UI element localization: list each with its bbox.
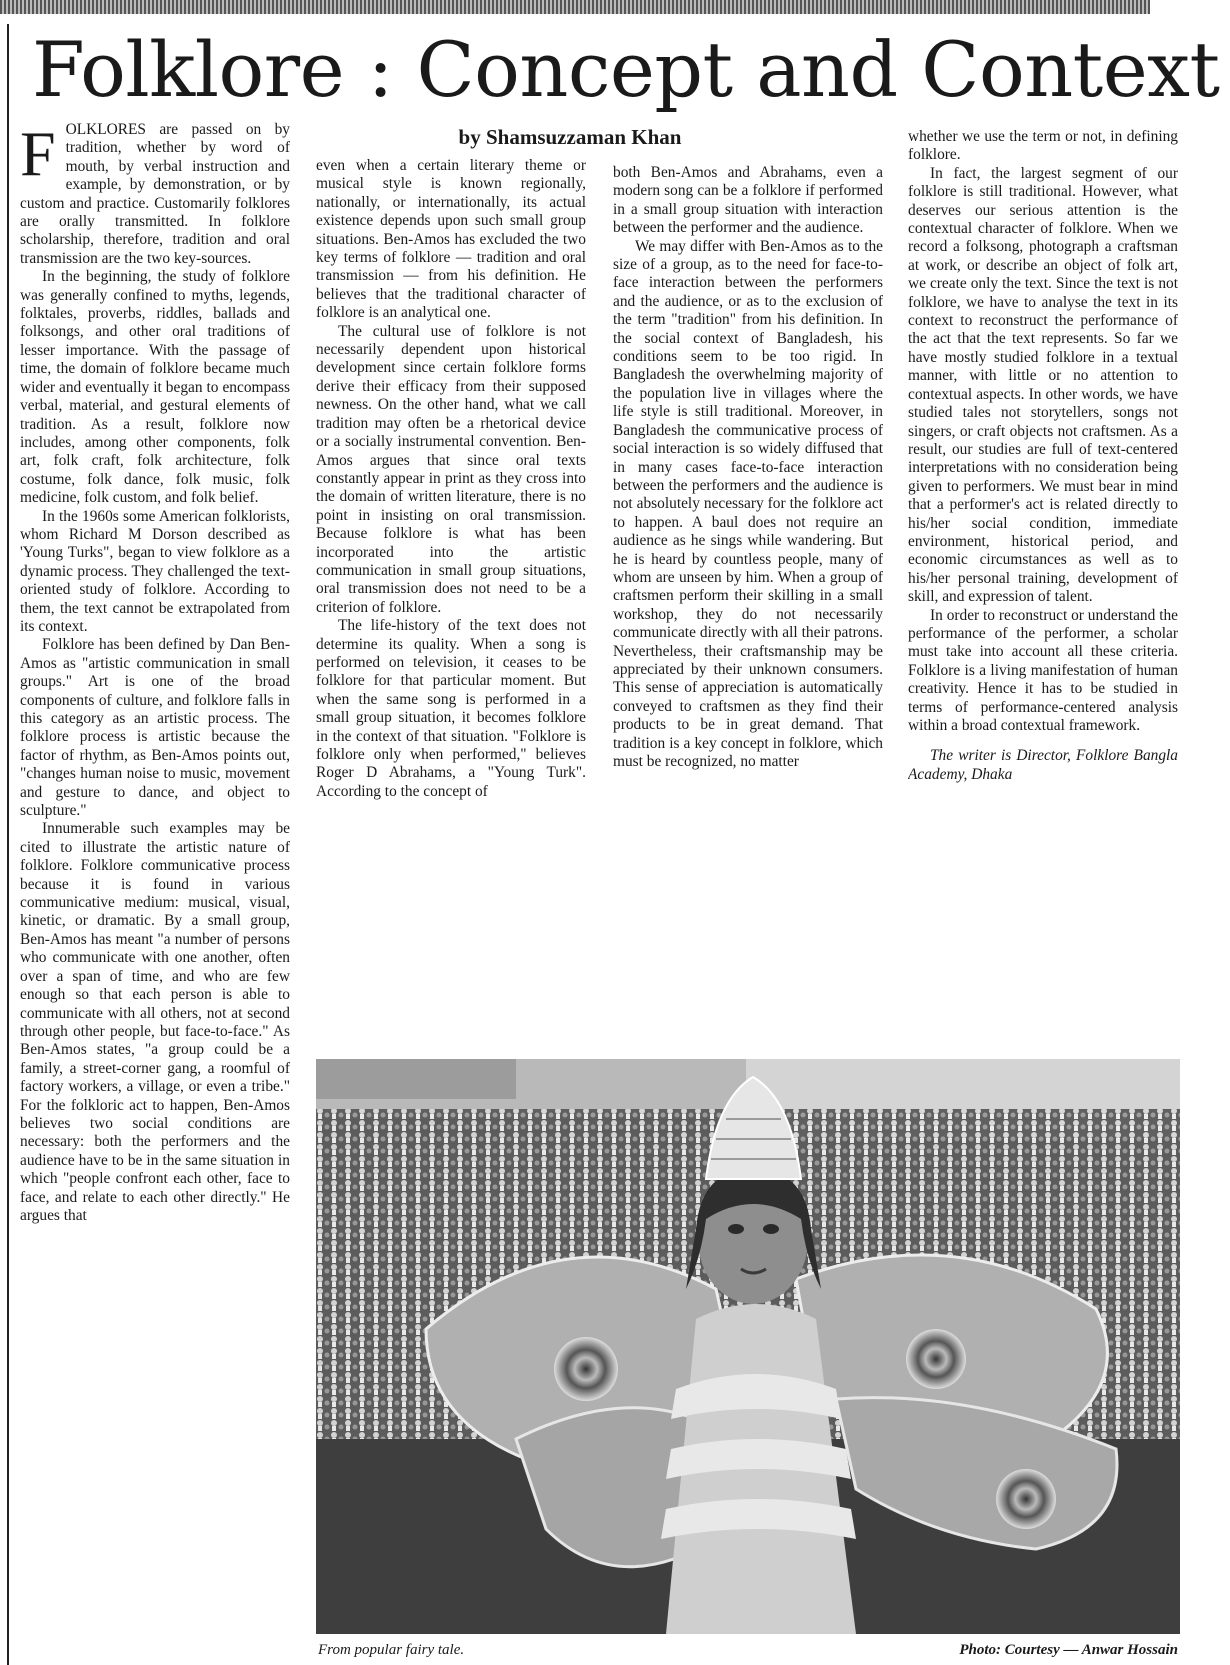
drop-cap: F: [20, 121, 56, 189]
column-2-paragraph: The cultural use of folklore is not necessarily dependent upon historical development since certain folklore forms derive their efficacy from their supposed newness. On the other hand, what we call tradition may often be a rhetorical device or a socially instrumental convention. Ben-Amos argues that since oral texts constantly appear in print as they cross into the domain of written literature, there is no point in insisting on oral transmission. Because folklore is what has been incorporated into the artistic communication in small group situations, oral transmission does not need to be a criterion of folklore.: [316, 322, 586, 616]
column-4-paragraph: whether we use the term or not, in defining folklore.: [908, 128, 1178, 164]
article-column-3: [613, 164, 883, 1049]
photo-credit: Photo: Courtesy — Anwar Hossain: [959, 1642, 1178, 1658]
article-photo: [316, 1059, 1180, 1634]
author-note: The writer is Director, Folklore Bangla Academy, Dhaka: [908, 747, 1178, 783]
column-rule-left: [7, 24, 9, 1665]
column-1-paragraph: Folklore has been defined by Dan Ben-Amos as "artistic communication in small groups." Art is one of the broad components of culture, and folklore falls in this category as an artistic process. The folklore process is artistic because the factor of rhythm, as Ben-Amos points out, "changes human noise to music, movement and gesture to dance, and object to sculpture.": [20, 636, 290, 820]
column-1-paragraph: Innumerable such examples may be cited to illustrate the artistic nature of folklore. Folklore communicative process because it is found in various communicative medium: musical, visual, kinetic, or dramatic. By a small group, Ben-Amos has meant "a number of persons who communicate with one another, often over a span of time, and who are few enough so that each person is able to communicate with all others, not at second through other people, but face-to-face." As Ben-Amos states, "a group could be a family, a street-corner gang, a roomful of factory workers, a village, or even a tribe." For the folkloric act to happen, Ben-Amos believes two social conditions are necessary: both the performers and the audience have to be in the same situation in which "people confront each other, face to face, and relate to each other directly." He argues that: [20, 820, 290, 1224]
column-1-paragraph: In the 1960s some American folklorists, whom Richard M Dorson described as 'Young Turks", began to view folklore as a dynamic process. They challenged the text-oriented study of folklore. According to them, the text cannot be extrapolated from its context.: [20, 507, 290, 635]
column-1-paragraph: OLKLORES are passed on by tradition, whether by word of mouth, by verbal instruction and example, by demonstration, or by custom and practice. Customarily folklores are orally transmitted. In folklore scholarship, therefore, tradition and oral transmission are the two key-sources.: [20, 121, 290, 267]
article-column-4: [908, 128, 1178, 1052]
column-2-paragraph: even when a certain literary theme or musical style is known regionally, nationally, or internationally, its actual existence depends upon such small group situations. Ben-Amos has excluded the two key terms of folklore — tradition and oral transmission — from his definition. He believes that the traditional character of folklore is an analytical one.: [316, 157, 586, 322]
column-1-paragraph: In the beginning, the study of folklore was generally confined to myths, legends, folktales, proverbs, riddles, ballads and folksongs, and other oral traditions of lesser importance. With the passage of time, the domain of folklore became much wider and eventually it began to encompass verbal, material, and gestural elements of tradition. As a result, folklore now includes, among other components, folk art, folk craft, folk architecture, folk costume, folk dance, folk music, folk medicine, folk custom, and folk belief.: [20, 268, 290, 507]
top-edge-strip: [0, 0, 1150, 14]
photograph-girl-in-fairy-costume-icon: [316, 1059, 1180, 1634]
photo-caption: From popular fairy tale.: [318, 1642, 465, 1658]
article-headline: Folklore : Concept and Context: [32, 25, 1220, 114]
column-3-paragraph: both Ben-Amos and Abrahams, even a modern song can be a folklore if performed in a small group situation with interaction between the performer and the audience.: [613, 164, 883, 237]
article-column-1: [20, 121, 290, 1655]
column-2-paragraph: The life-history of the text does not determine its quality. When a song is performed on television, it ceases to be folklore for that particular moment. But when the same song is performed in a small group situation, it becomes folklore in the context of that situation. "Folklore is folklore only when performed," believes Roger D Abrahams, a "Young Turk". According to the concept of: [316, 617, 586, 800]
column-4-paragraph: In order to reconstruct or understand the performance of the performer, a scholar must take into account all these criteria. Folklore is a living manifestation of human creativity. Hence it has to be studied in terms of performance-centered analysis within a broad contextual framework.: [908, 606, 1178, 734]
column-3-paragraph: We may differ with Ben-Amos as to the size of a group, as to the need for face-to-face interaction between the performers and the audience, or as to the exclusion of the term "tradition" from his definition. In the social context of Bangladesh, his conditions seem to be too rigid. In Bangladesh the overwhelming majority of the population live in villages where the life style is still traditional. Moreover, in Bangladesh the communicative process of social interaction is so widely diffused that in many cases face-to-face interaction between the performers and the audience is not absolutely necessary for the folklore act to happen. A baul does not require an audience as he sings while wandering. But he is heard by countless people, many of whom are unseen by him. When a group of craftsmen perform their skilling in a small workshop, they do not necessarily communicate directly with all their patrons. Nevertheless, their craftsmanship may be appreciated by their unknown consumers. This sense of appreciation is automatically conveyed to craftsmen as they find their products to be in great demand. That tradition is a key concept in folklore, which must be recognized, no matter: [613, 237, 883, 770]
column-4-paragraph: In fact, the largest segment of our folklore is still traditional. However, what deserves our serious attention is the contextual character of folklore. When we record a folksong, photograph a craftsman at work, or describe an object of folk art, we create only the text. Since the text is not folklore, we have to analyse the text in its context to reconstruct the performance of the act that the text represents. So far we have mostly studied folklore in a textual manner, with little or no attention to contextual aspects. In other words, we have studied tales not storytellers, songs not singers, or craft objects not craftsmen. As a result, our studies are full of text-centered interpretations with no consideration being given to performers. We must bear in mind that a performer's act is related directly to his/her social condition, immediate environment, historical period, and economic circumstances as well as to his/her personal training, development of skill, and expression of talent.: [908, 164, 1178, 606]
article-byline: by Shamsuzzaman Khan: [458, 125, 682, 149]
article-column-2: [316, 157, 586, 1050]
